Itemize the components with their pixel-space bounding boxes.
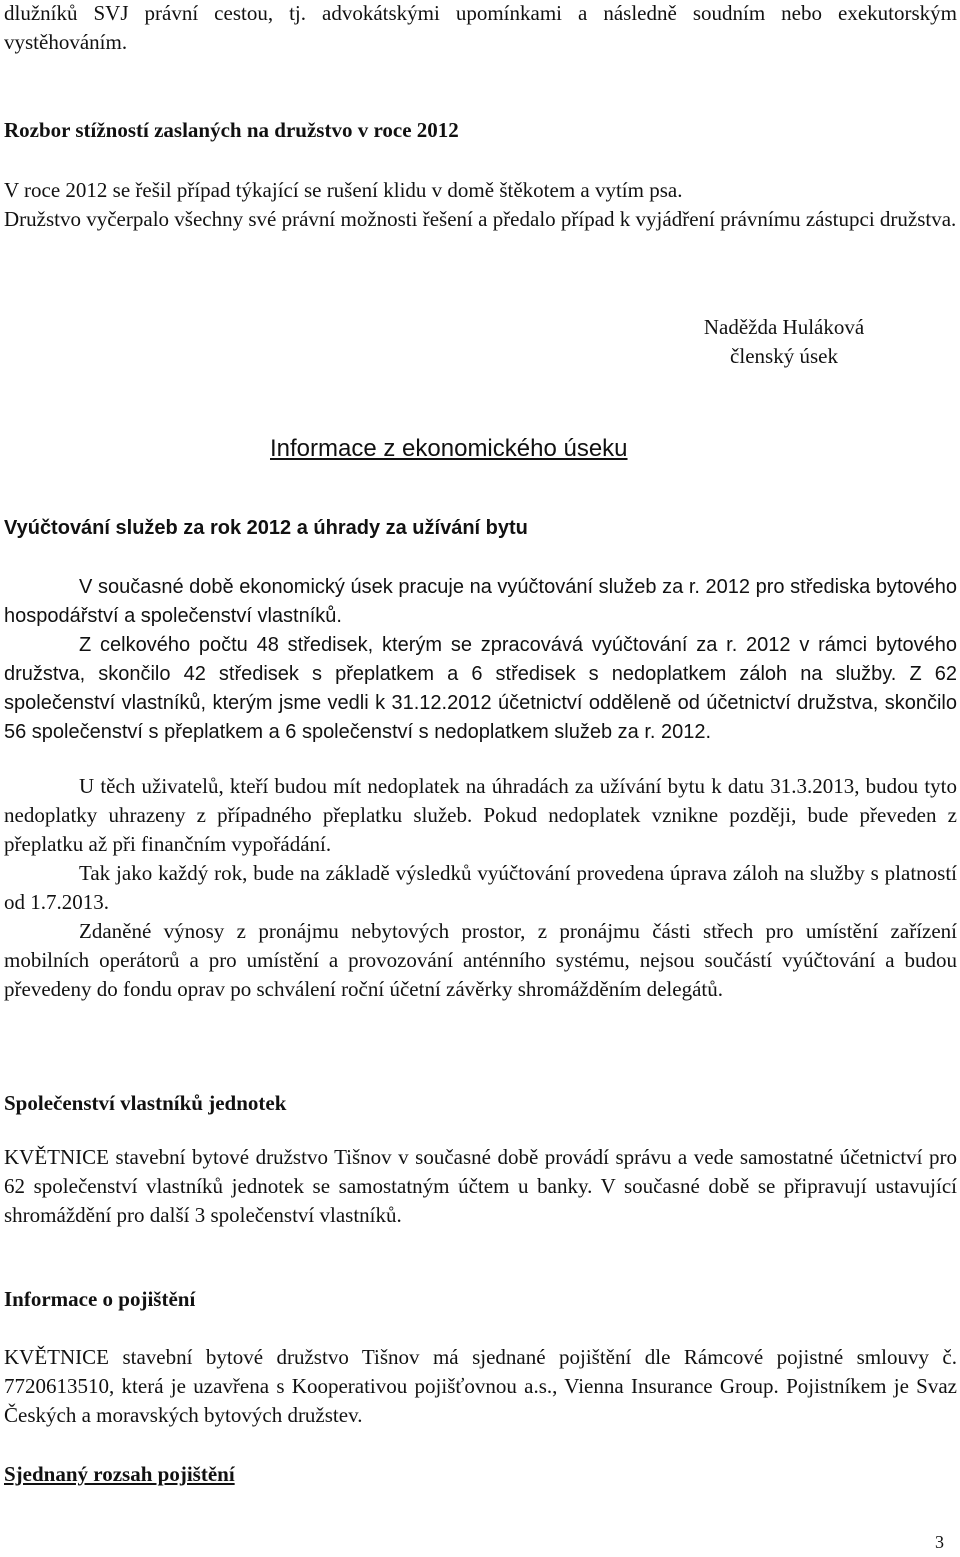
complaints-paragraph-2: Družstvo vyčerpalo všechny své právní možnosti řešení a předalo případ k vyjádření právnímu zástupci družstva. bbox=[4, 207, 957, 231]
econ-paragraph-2: Z celkového počtu 48 středisek, kterým se zpracovává vyúčtování za r. 2012 v rámci bytového družstva, skončilo 42 středisek s přeplatkem a 6 středisek s nedoplatkem záloh na služby. Z 62 společenství vlastníků, kterým jsme vedli k 31.12.2012 účetnictví odděleně od účetnictví družstva, skončilo 56 společenství s přeplatkem a 6 společenství s nedoplatkem služeb za r. 2012. bbox=[4, 634, 957, 743]
econ-continued bbox=[4, 772, 957, 1004]
complaints-heading: Rozbor stížností zaslaných na družstvo v roce 2012 bbox=[4, 118, 459, 142]
svj-heading: Společenství vlastníků jednotek bbox=[4, 1091, 287, 1115]
svj-paragraph: KVĚTNICE stavební bytové družstvo Tišnov v současné době provádí správu a vede samostatné účetnictví pro 62 společenství vlastníků jednotek se samostatným účtem u banky. V současné době se připravují ustavující shromáždění pro další 3 společenství vlastníků. bbox=[4, 1145, 957, 1227]
insurance-paragraph: KVĚTNICE stavební bytové družstvo Tišnov má sjednané pojištění dle Rámcové pojistné smlouvy č. 7720613510, která je uzavřena s Kooperativou pojišťovnou a.s., Vienna Insurance Group. Pojistníkem je Svaz Českých a moravských bytových družstev. bbox=[4, 1345, 957, 1427]
econ-paragraph-1: V současné době ekonomický úsek pracuje na vyúčtování služeb za r. 2012 pro střediska bytového hospodářství a společenství vlastníků. bbox=[4, 576, 957, 627]
signature-name: Naděžda Huláková bbox=[703, 315, 865, 339]
econ-section bbox=[4, 514, 957, 747]
svj-section bbox=[4, 1089, 957, 1230]
econ-paragraph-5: Zdaněné výnosy z pronájmu nebytových prostor, z pronájmu části střech pro umístění zařízení mobilních operátorů a pro umístění a provozování anténního systému, nejsou součástí vyúčtování a budou převedeny do fondu oprav po schválení roční účetní závěrky shromážděním delegátů. bbox=[4, 919, 957, 1001]
signature-department: členský úsek bbox=[730, 344, 838, 368]
econ-heading: Vyúčtování služeb za rok 2012 a úhrady za užívání bytu bbox=[4, 517, 528, 539]
signature-block bbox=[684, 313, 884, 371]
econ-title: Informace z ekonomického úseku bbox=[270, 435, 628, 462]
insurance-heading: Informace o pojištění bbox=[4, 1287, 196, 1311]
insurance-subheading: Sjednaný rozsah pojištění bbox=[4, 1462, 235, 1486]
econ-paragraph-4: Tak jako každý rok, bude na základě výsledků vyúčtování provedena úprava záloh na služby s platností od 1.7.2013. bbox=[4, 861, 957, 914]
intro-paragraph: dlužníků SVJ právní cestou, tj. advokátskými upomínkami a následně soudním nebo exekutorským vystěhováním. bbox=[4, 1, 957, 54]
complaints-paragraph-1: V roce 2012 se řešil případ týkající se rušení klidu v domě štěkotem a vytím psa. bbox=[4, 178, 683, 202]
econ-paragraph-3: U těch uživatelů, kteří budou mít nedoplatek na úhradách za užívání bytu k datu 31.3.2013, budou tyto nedoplatky uhrazeny z případného přeplatku služeb. Pokud nedoplatek vznikne později, bude převeden z přeplatku až při finančním vypořádání. bbox=[4, 774, 957, 856]
page-number: 3 bbox=[935, 1532, 944, 1552]
complaints-section bbox=[4, 116, 957, 234]
insurance-section bbox=[4, 1285, 957, 1489]
